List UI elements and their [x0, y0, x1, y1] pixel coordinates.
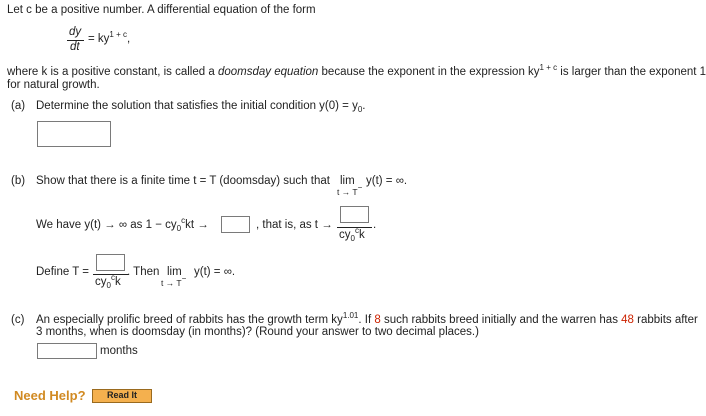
- part-a-label: (a): [11, 100, 26, 112]
- part-b-label: (b): [11, 175, 26, 187]
- answer-b3-input[interactable]: [96, 254, 125, 271]
- answer-b2-input[interactable]: [340, 206, 369, 223]
- then-lim-sub: t → T−: [161, 274, 187, 288]
- that-is-text: , that is, as t →: [256, 219, 333, 231]
- then-lim: lim: [167, 266, 182, 278]
- eq-rhs: = $ky^{1 + c}$,: [88, 30, 131, 45]
- define-text: Define T =: [36, 266, 89, 278]
- part-b-text: Show that there is a finite time t = T (doomsday) such that: [36, 175, 330, 187]
- eq-numerator: dy: [69, 26, 82, 38]
- b2-period: .: [373, 219, 377, 231]
- part-c-line2: 3 months, when is doomsday (in months)? (Round your answer to two decimal places.): [36, 326, 479, 338]
- b2-denominator: $cy_0^ck$: [339, 226, 365, 243]
- natural-growth-line: for natural growth.: [7, 79, 100, 91]
- where-line: where k is a positive constant, is called a doomsday equation because the exponent in the expression $ky^{1 + c}$ is larger than the exponent 1: [7, 63, 706, 78]
- answer-b1-input[interactable]: [221, 216, 250, 233]
- part-b-lim-expr: y(t) = ∞.: [366, 175, 408, 187]
- then-lim-expr: y(t) = ∞.: [194, 266, 236, 278]
- read-it-button[interactable]: Read It: [92, 389, 152, 403]
- months-unit: months: [100, 345, 138, 357]
- part-c-text: An especially prolific breed of rabbits has the growth term $ky^{1.01}$. If 8 such rabbits breed initially and the warren has 48 rabbits after: [36, 311, 698, 326]
- we-have-text: We have y(t) → ∞ as $1 - cy_0^ckt$ →: [36, 216, 209, 233]
- part-c-label: (c): [11, 314, 25, 326]
- eq-denominator: dt: [70, 41, 80, 53]
- then-text: . Then: [127, 266, 160, 278]
- part-a-text: Determine the solution that satisfies the initial condition $y(0) = y_0$.: [36, 100, 366, 114]
- part-b-lim-sub: t → T−: [337, 183, 363, 197]
- intro-line: Let c be a positive number. A differential equation of the form: [7, 4, 316, 16]
- part-b-lim: lim: [340, 175, 355, 187]
- b3-denominator: $cy_0^ck$: [95, 273, 121, 290]
- answer-a-input[interactable]: [37, 121, 111, 147]
- need-help-label: Need Help?: [14, 388, 86, 403]
- answer-c-input[interactable]: [37, 343, 97, 359]
